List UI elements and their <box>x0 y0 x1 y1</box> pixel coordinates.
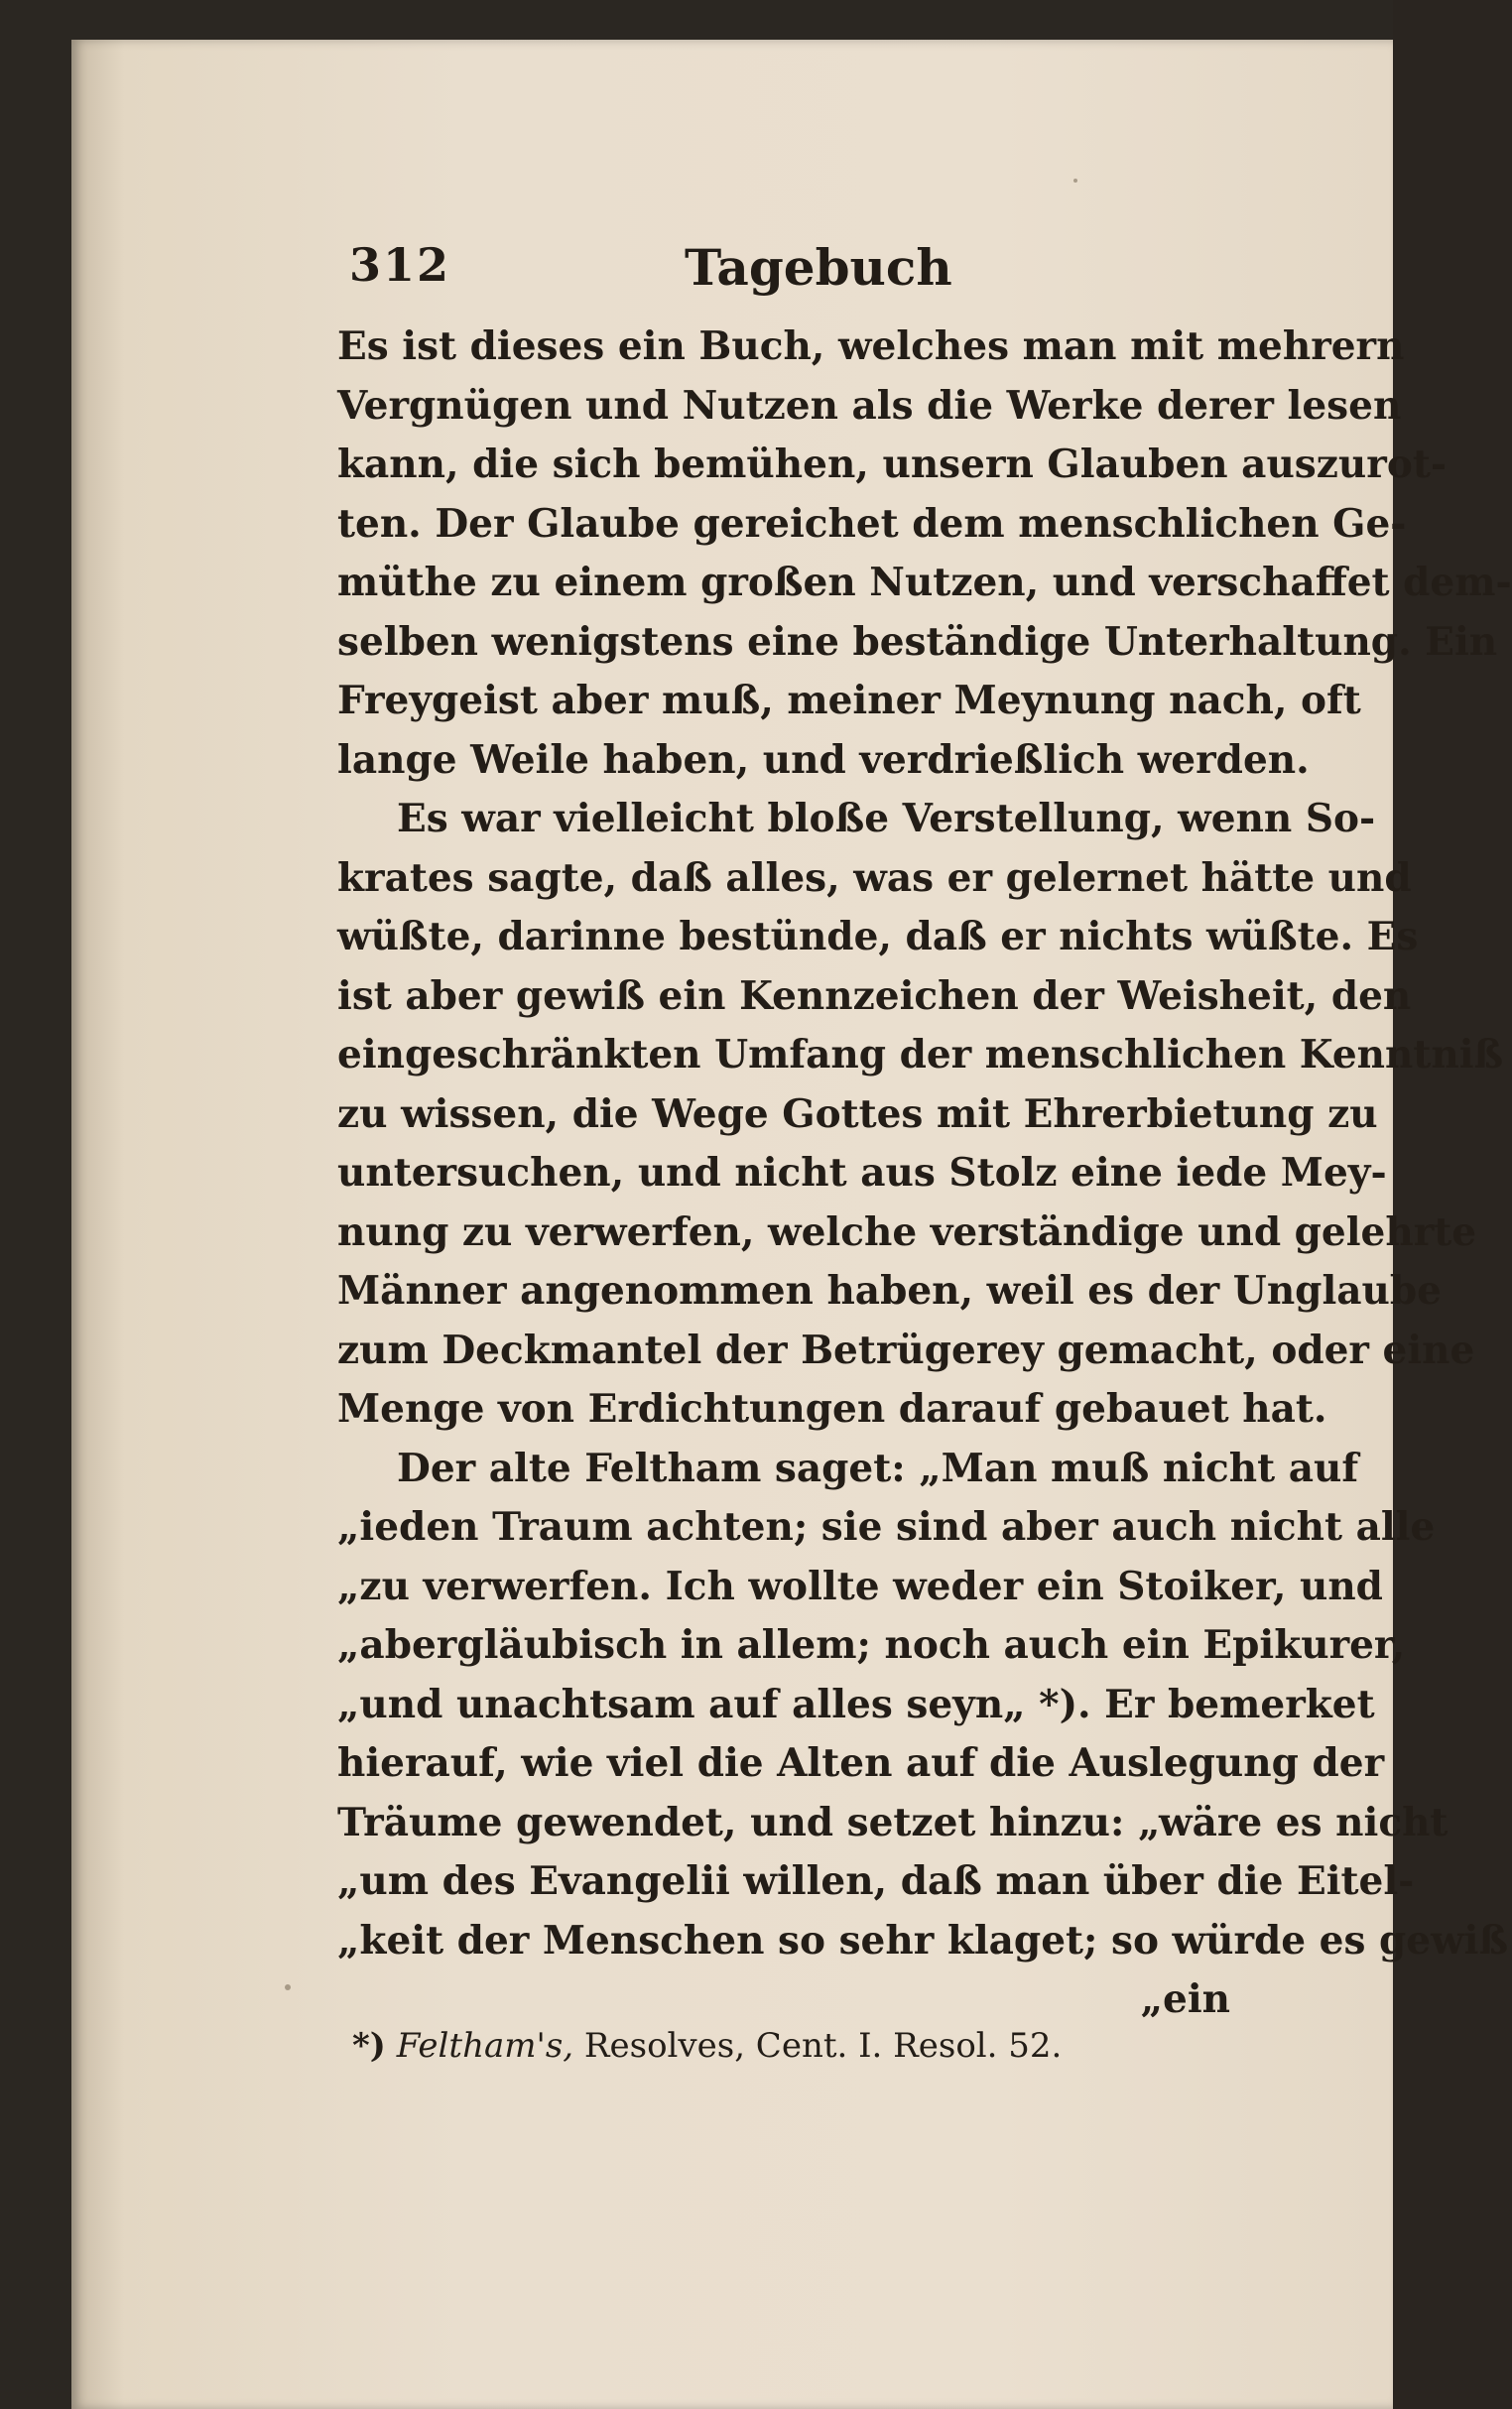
text-line: kann, die sich bemühen, unsern Glauben auszurot- <box>337 442 1448 487</box>
text-line: „zu verwerfen. Ich wollte weder ein Stoiker, und <box>337 1563 1383 1609</box>
text-line: Freygeist aber muß, meiner Meynung nach, oft <box>337 678 1361 723</box>
text-line: Träume gewendet, und setzet hinzu: „wäre es nicht <box>337 1799 1449 1845</box>
paper-speck <box>285 1984 291 1990</box>
paper-speck <box>1073 179 1077 183</box>
text-line: nung zu verwerfen, welche verständige und gelehrte <box>337 1208 1477 1255</box>
text-line: lange Weile haben, und verdrießlich werden. <box>337 736 1310 783</box>
text-line: eingeschränkten Umfang der menschlichen Kenntniß <box>337 1032 1504 1078</box>
text-line: Männer angenommen haben, weil es der Unglaube <box>337 1268 1442 1314</box>
text-line: ist aber gewiß ein Kennzeichen der Weisheit, den <box>337 972 1412 1019</box>
text-line: Menge von Erdichtungen darauf gebauet hat. <box>337 1386 1327 1432</box>
text-line: „und unachtsam auf alles seyn„ *). Er bemerket <box>337 1681 1375 1727</box>
text-line: hierauf, wie viel die Alten auf die Auslegung der <box>337 1740 1385 1786</box>
text-line: krates sagte, daß alles, was er gelernet hätte und <box>337 854 1412 901</box>
text-line: zu wissen, die Wege Gottes mit Ehrerbietung zu <box>337 1090 1378 1137</box>
footnote-author: Feltham's, <box>396 2026 574 2066</box>
text-line: Es ist dieses ein Buch, welches man mit mehrern <box>337 323 1405 369</box>
text-line: ten. Der Glaube gereichet dem menschlichen Ge- <box>337 500 1407 547</box>
page-number: 312 <box>349 238 451 292</box>
text-line: Vergnügen und Nutzen als die Werke derer lesen <box>337 382 1402 429</box>
text-line: Der alte Feltham saget: „Man muß nicht auf <box>397 1445 1359 1491</box>
body-text <box>337 317 1512 2030</box>
footnote-marker: *) <box>352 2026 386 2066</box>
text-line: „abergläubisch in allem; noch auch ein Epikurer, <box>337 1622 1406 1668</box>
text-line: müthe zu einem großen Nutzen, und verschaffet dem- <box>337 560 1512 605</box>
text-line: untersuchen, und nicht aus Stolz eine iede Mey- <box>337 1150 1387 1196</box>
running-title: Tagebuch <box>685 238 952 297</box>
text-line: Es war vielleicht bloße Verstellung, wenn So- <box>397 796 1376 841</box>
text-line: „ieden Traum achten; sie sind aber auch nicht alle <box>337 1504 1436 1550</box>
text-line: „keit der Menschen so sehr klaget; so würde es gewiß <box>337 1917 1509 1964</box>
text-line: wüßte, darinne bestünde, daß er nichts wüßte. Es <box>337 914 1419 959</box>
text-line: „um des Evangelii willen, daß man über die Eitel- <box>337 1858 1415 1904</box>
text-line: zum Deckmantel der Betrügerey gemacht, oder eine <box>337 1327 1475 1373</box>
page-header <box>278 238 1230 308</box>
catchword: „ein <box>1140 1976 1230 2022</box>
footnote-text: Resolves, Cent. I. Resol. 52. <box>583 2026 1063 2066</box>
text-line: selben wenigstens eine beständige Unterhaltung. Ein <box>337 618 1498 665</box>
footnote <box>352 2026 1225 2066</box>
